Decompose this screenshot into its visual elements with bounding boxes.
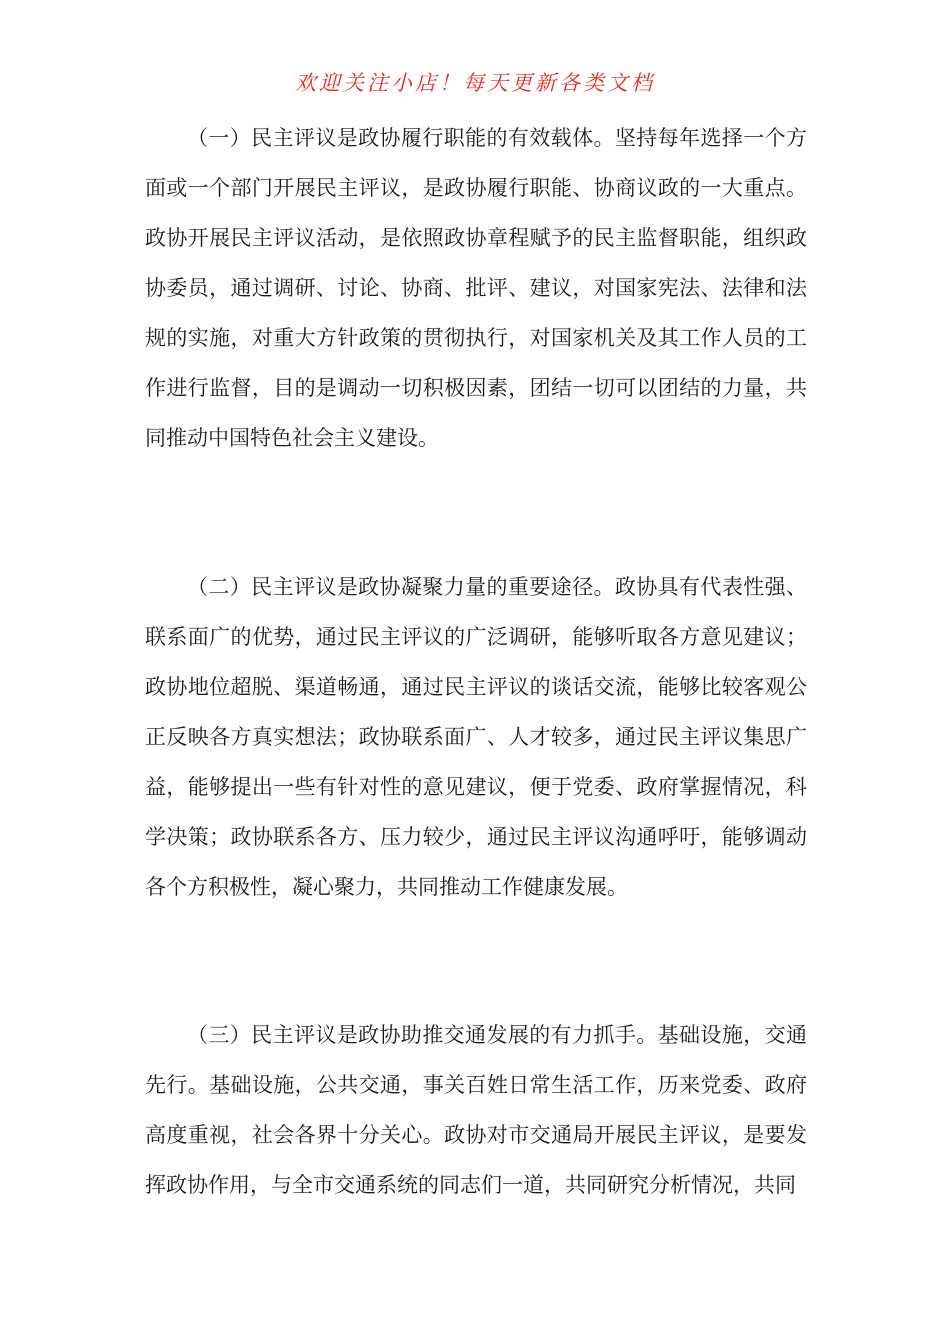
shop-notice-header: 欢迎关注小店！每天更新各类文档 <box>295 71 655 95</box>
paragraph-2: （二）民主评议是政协凝聚力量的重要途径。政协具有代表性强、联系面广的优势，通过民主评议的广泛调研，能够听取各方意见建议；政协地位超脱、渠道畅通，通过民主评议的谈话交流，能够比较客观公正反映各方真实想法；政协联系面广、人才较多，通过民主评议集思广益，能够提出一些有针对性的意见建议，便于党委、政府掌握情况，科学决策；政协联系各方、压力较少，通过民主评议沟通呼吁，能够调动各个方积极性，凝心聚力，共同推动工作健康发展。 <box>145 575 807 899</box>
paragraph-3: （三）民主评议是政协助推交通发展的有力抓手。基础设施，交通先行。基础设施，公共交通，事关百姓日常生活工作，历来党委、政府高度重视，社会各界十分关心。政协对市交通局开展民主评议，是要发挥政协作用，与全市交通系统的同志们一道，共同研究分析情况，共同 <box>145 1023 807 1197</box>
paragraph-1: （一）民主评议是政协履行职能的有效载体。坚持每年选择一个方面或一个部门开展民主评议，是政协履行职能、协商议政的一大重点。政协开展民主评议活动，是依照政协章程赋予的民主监督职能，组织政协委员，通过调研、讨论、协商、批评、建议，对国家宪法、法律和法规的实施，对重大方针政策的贯彻执行，对国家机关及其工作人员的工作进行监督，目的是调动一切积极因素，团结一切可以团结的力量，共同推动中国特色社会主义建设。 <box>145 126 807 450</box>
